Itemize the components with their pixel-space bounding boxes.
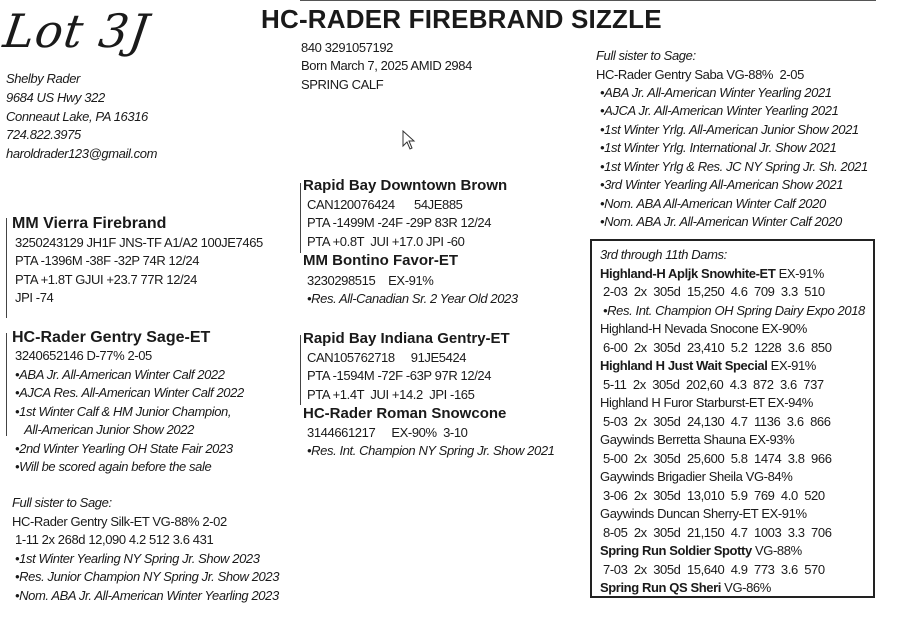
dam-note: •Will be scored again before the sale [15, 459, 212, 474]
dam-entry-name [600, 579, 771, 598]
dam-entry-name [600, 320, 807, 339]
dam-note: •ABA Jr. All-American Winter Calf 2022 [15, 367, 225, 382]
dam-entry-record: 5-11 2x 305d 202,60 4.3 872 3.6 737 [603, 376, 824, 392]
sire-name: MM Vierra Firebrand [12, 215, 167, 232]
sister-1-note: •Nom. ABA Jr. All-American Winter Yearling 2023 [15, 588, 279, 603]
dam-entry-title: Highland-H Nevada Snocone [600, 321, 759, 336]
sire-line-2: PTA -1396M -38F -32P 74R 12/24 [15, 253, 200, 268]
dam-entry-title: Gaywinds Duncan Sherry-ET [600, 506, 759, 521]
dam-note: All-American Junior Show 2022 [15, 422, 194, 437]
sire-dam-note: •Res. All-Canadian Sr. 2 Year Old 2023 [307, 291, 518, 306]
contact-address-2: Conneaut Lake, PA 16316 [6, 109, 148, 124]
dam-entry-title: Highland H Furor Starburst-ET [600, 395, 765, 410]
dam-sire-line-1: CAN105762718 91JE5424 [307, 350, 467, 365]
dam-sire-name: Rapid Bay Indiana Gentry-ET [303, 330, 510, 347]
dam-entry-name [600, 394, 813, 413]
dam-entry-name [600, 468, 792, 487]
sire-sire-line-1: CAN120076424 54JE885 [307, 197, 463, 212]
sire-line-3: PTA +1.8T GJUI +23.7 77R 12/24 [15, 272, 197, 287]
dam-entry-record: 8-05 2x 305d 21,150 4.7 1003 3.3 706 [603, 524, 832, 540]
sister-1-note: •Res. Junior Champion NY Spring Jr. Show 2023 [15, 569, 280, 584]
sister-2-note: •1st Winter Yrlg. International Jr. Show 2021 [600, 140, 837, 155]
dam-note: •1st Winter Calf & HM Junior Champion, [15, 404, 232, 419]
dam-entry-record: 7-03 2x 305d 15,640 4.9 773 3.6 570 [603, 561, 825, 577]
dam-dam-name: HC-Rader Roman Snowcone [303, 405, 507, 422]
sister-2-note: •AJCA Jr. All-American Winter Yearling 2021 [600, 103, 839, 118]
mouse-cursor-icon [402, 130, 416, 150]
sire-line-4: JPI -74 [15, 290, 54, 305]
contact-name: Shelby Rader [6, 71, 80, 86]
lot-number: Lot 3J [0, 4, 153, 58]
sire-dam-line-1: 3230298515 EX-91% [307, 273, 434, 288]
dam-entry-name [600, 357, 816, 376]
dam-line-1: 3240652146 D-77% 2-05 [15, 348, 152, 363]
dam-entry-name [600, 505, 807, 524]
sire-bracket [6, 218, 7, 318]
contact-email[interactable]: haroldrader123@gmail.com [6, 146, 158, 161]
dam-note: •2nd Winter Yearling OH State Fair 2023 [15, 441, 233, 456]
dam-entry-score: VG-88% [751, 543, 802, 558]
sister-1-record: 1-11 2x 268d 12,090 4.2 512 3.6 431 [15, 532, 214, 547]
sister-1-note: •1st Winter Yearling NY Spring Jr. Show 2023 [15, 551, 260, 566]
dam-entry-score: EX-90% [758, 321, 807, 336]
contact-phone: 724.822.3975 [6, 127, 81, 142]
registration-number: 840 3291057192 [301, 40, 394, 55]
dam-sire-line-3: PTA +1.4T JUI +14.2 JPI -165 [307, 387, 475, 402]
sire-sire-line-2: PTA -1499M -24F -29P 83R 12/24 [307, 215, 492, 230]
sister-1-header: Full sister to Sage: [12, 495, 112, 510]
sister-2-note: •Nom. ABA Jr. All-American Winter Calf 2020 [600, 214, 842, 229]
animal-class: SPRING CALF [301, 77, 384, 92]
dam-sire-line-2: PTA -1594M -72F -63P 97R 12/24 [307, 368, 492, 383]
sister-2-note: •Nom. ABA All-American Winter Calf 2020 [600, 196, 826, 211]
sister-2-name: HC-Rader Gentry Saba VG-88% 2-05 [596, 67, 804, 82]
dam-entry-record: 6-00 2x 305d 23,410 5.2 1228 3.6 850 [603, 339, 832, 355]
dam-dam-note: •Res. Int. Champion NY Spring Jr. Show 2021 [307, 443, 555, 458]
dam-entry-score: EX-94% [764, 395, 813, 410]
dam-bracket [6, 333, 7, 436]
sister-2-note: •1st Winter Yrlg. All-American Junior Show 2021 [600, 122, 859, 137]
dam-entry-score: EX-91% [758, 506, 807, 521]
dam-entry-note: •Res. Int. Champion OH Spring Dairy Expo 2018 [603, 302, 865, 318]
dam-entry-record: 3-06 2x 305d 13,010 5.9 769 4.0 520 [603, 487, 825, 503]
sire-sire-bracket [300, 183, 301, 253]
dam-entry-title: Spring Run QS Sheri [600, 580, 721, 595]
dam-entry-record: 5-00 2x 305d 25,600 5.8 1474 3.8 966 [603, 450, 832, 466]
top-rule [300, 0, 876, 1]
dam-entry-title: Gaywinds Brigadier Sheila [600, 469, 743, 484]
dam-entry-name [600, 265, 824, 284]
dam-entry-score: VG-86% [720, 580, 771, 595]
dam-entry-score: VG-84% [742, 469, 793, 484]
dam-dam-line-1: 3144661217 EX-90% 3-10 [307, 425, 468, 440]
dams-box-header: 3rd through 11th Dams: [600, 247, 727, 262]
dam-entry-name [600, 542, 802, 561]
sister-1-name: HC-Rader Gentry Silk-ET VG-88% 2-02 [12, 514, 227, 529]
dam-entry-record: 5-03 2x 305d 24,130 4.7 1136 3.6 866 [603, 413, 831, 429]
dam-name: HC-Rader Gentry Sage-ET [12, 329, 211, 346]
dam-sire-bracket [300, 335, 301, 405]
sire-sire-line-3: PTA +0.8T JUI +17.0 JPI -60 [307, 234, 465, 249]
dam-entry-record: 2-03 2x 305d 15,250 4.6 709 3.3 510 [603, 284, 825, 299]
sister-2-header: Full sister to Sage: [596, 48, 696, 63]
dam-entry-title: Spring Run Soldier Spotty [600, 543, 752, 558]
sister-2-note: •3rd Winter Yearling All-American Show 2021 [600, 177, 844, 192]
sister-2-note: •1st Winter Yrlg & Res. JC NY Spring Jr. Sh. 2021 [600, 159, 868, 174]
contact-address-1: 9684 US Hwy 322 [6, 90, 105, 105]
dam-entry-score: EX-91% [767, 358, 816, 373]
dam-entry-title: Gaywinds Berretta Shauna [600, 432, 746, 447]
sire-sire-name: Rapid Bay Downtown Brown [303, 177, 508, 194]
dam-note: •AJCA Res. All-American Winter Calf 2022 [15, 385, 244, 400]
dam-entry-title: Highland-H Apljk Snowhite-ET [600, 265, 776, 281]
dam-entry-score: EX-91% [775, 265, 824, 281]
sire-line-1: 3250243129 JH1F JNS-TF A1/A2 100JE7465 [15, 235, 263, 250]
dam-entry-title: Highland H Just Wait Special [600, 358, 768, 373]
sire-dam-name: MM Bontino Favor-ET [303, 252, 458, 269]
sister-2-note: •ABA Jr. All-American Winter Yearling 2021 [600, 85, 832, 100]
dam-entry-score: EX-93% [745, 432, 795, 447]
birth-info: Born March 7, 2025 AMID 2984 [301, 58, 472, 73]
page-title: HC-RADER FIREBRAND SIZZLE [261, 4, 662, 34]
dam-entry-name [600, 431, 794, 450]
